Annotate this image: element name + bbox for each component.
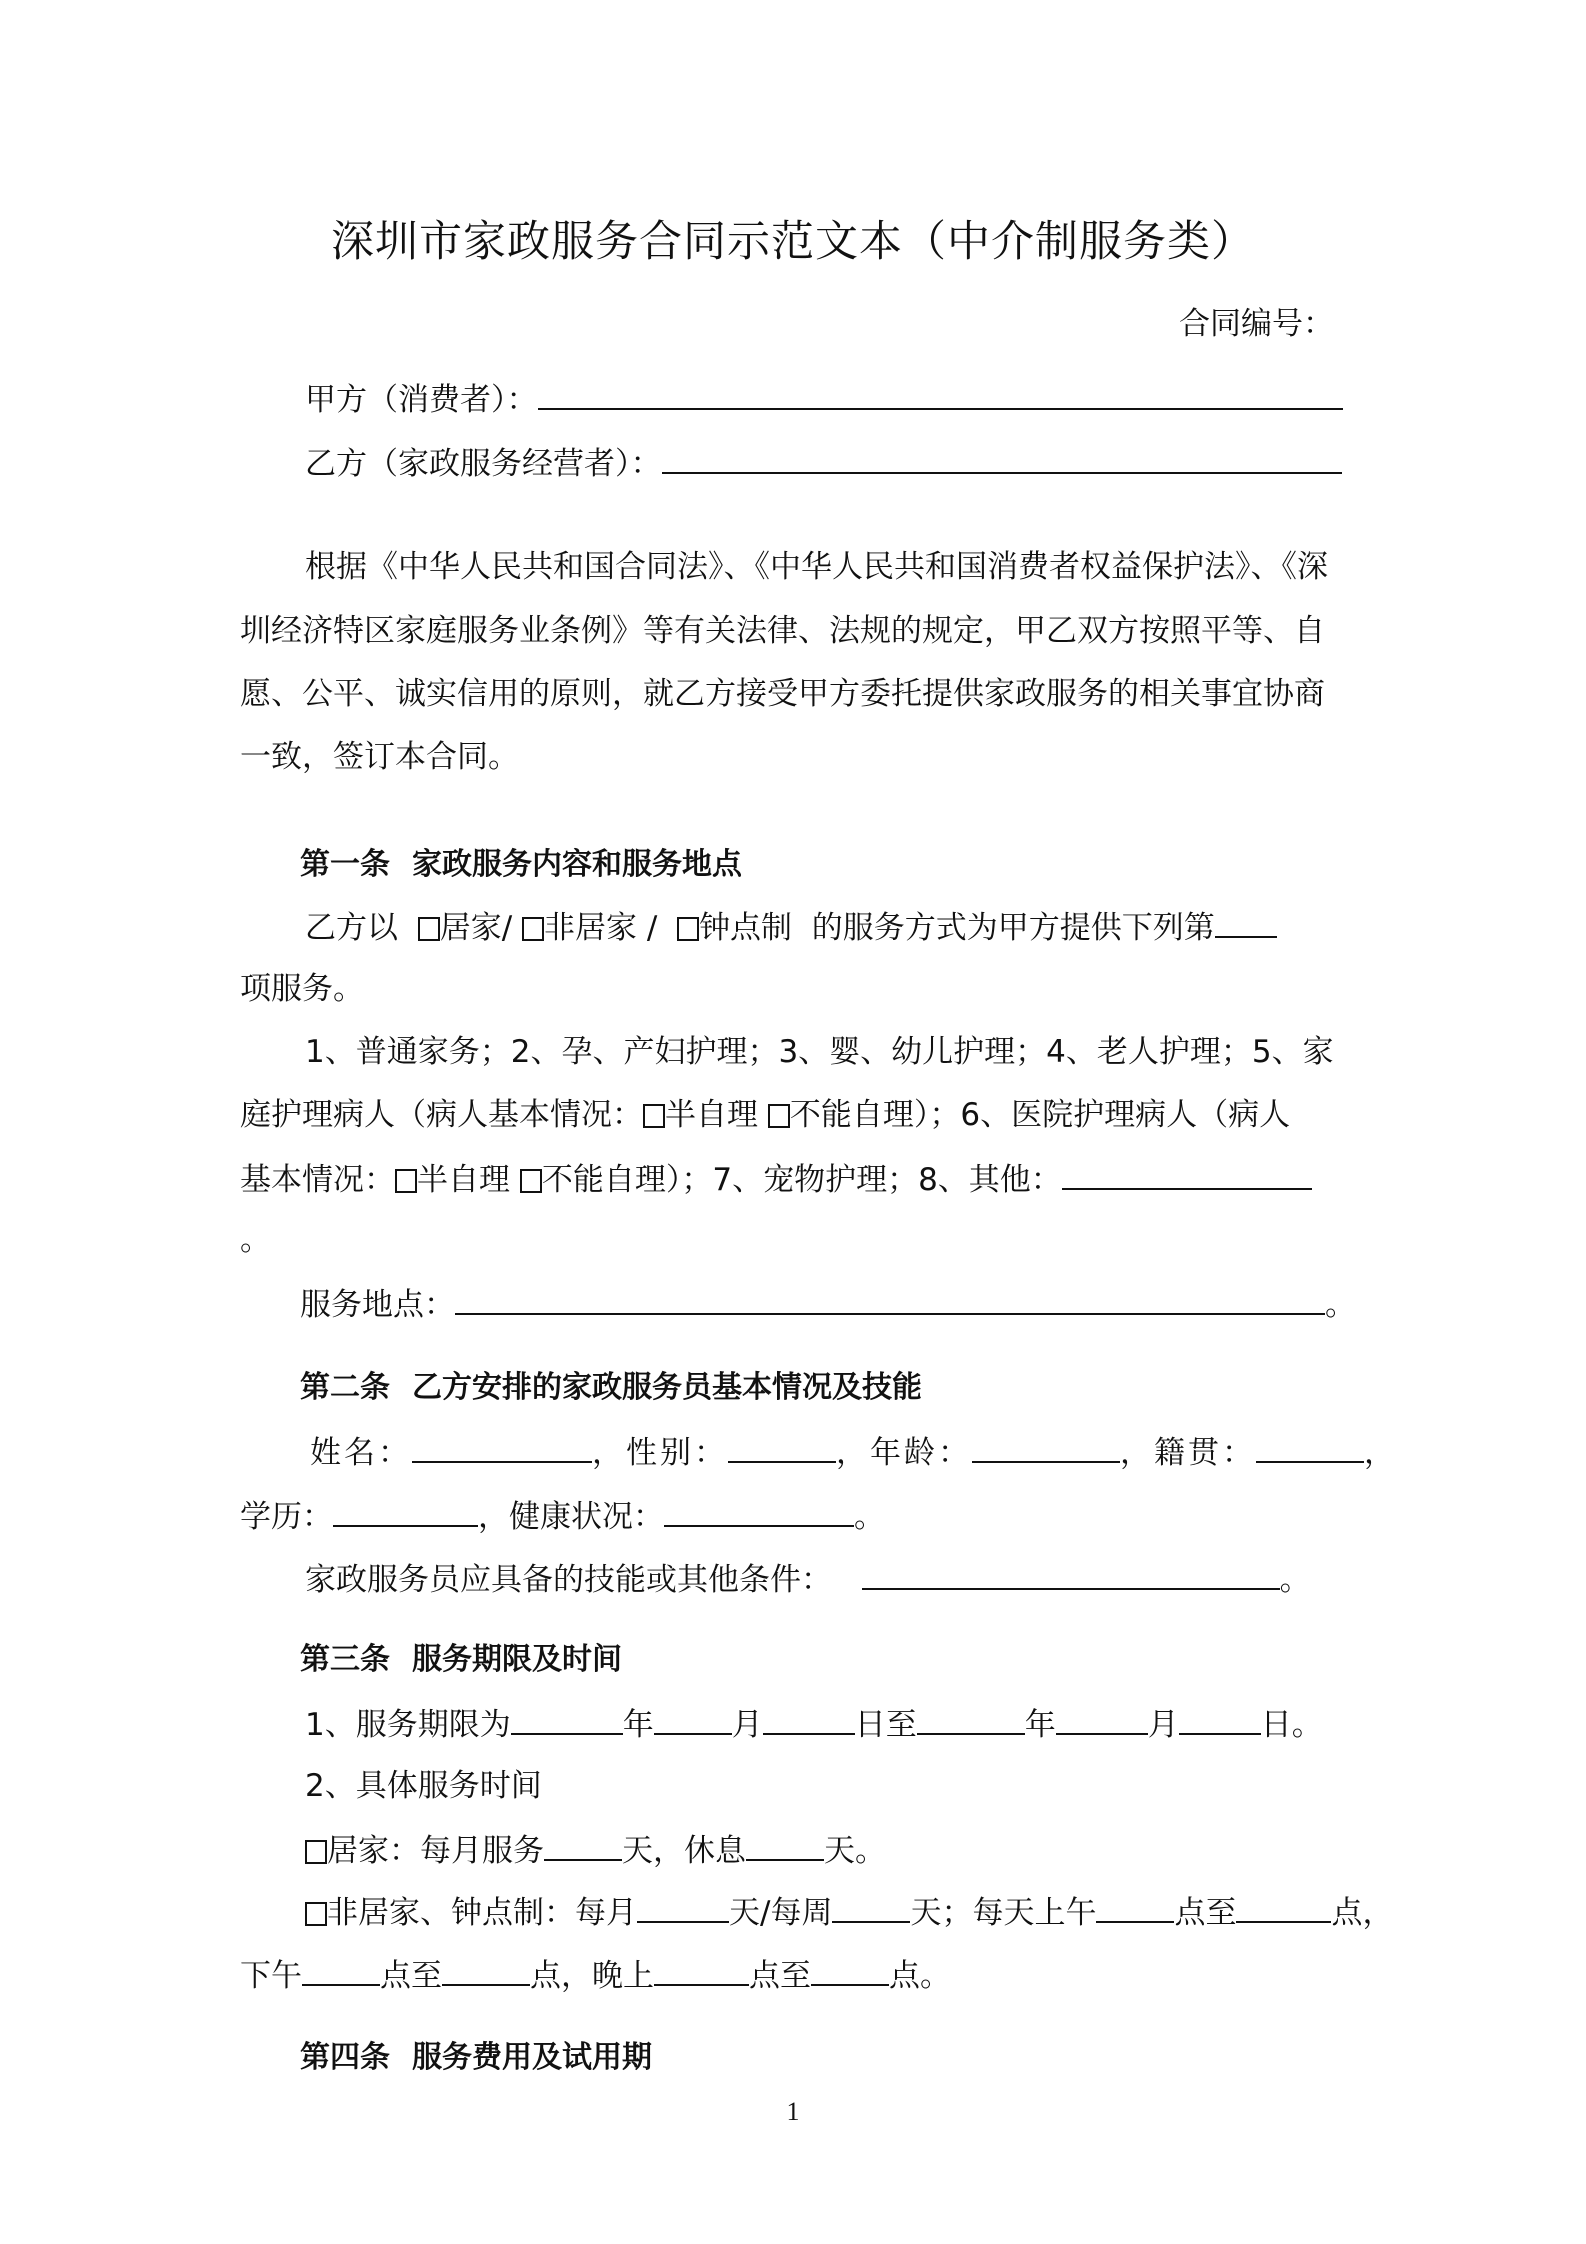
no-self-label-2: 不能自理	[541, 1162, 666, 1198]
name-blank[interactable]	[412, 1433, 592, 1463]
service-mode-prefix: 乙方以	[305, 910, 398, 946]
half-self-label: 半自理	[665, 1097, 758, 1133]
afternoon-end-blank[interactable]	[442, 1956, 530, 1986]
health-label: ，健康状况：	[478, 1499, 664, 1535]
party-b-line	[305, 444, 1342, 483]
term-label: 1、服务期限为	[305, 1707, 511, 1743]
name-label: 姓名：	[310, 1435, 412, 1471]
party-b-blank	[662, 444, 1342, 474]
home-patient-label: 庭护理病人（病人基本情况：	[240, 1097, 643, 1133]
start-month-blank[interactable]	[654, 1705, 732, 1735]
skills-period: 。	[1279, 1562, 1311, 1598]
half-self-label-2: 半自理	[417, 1162, 510, 1198]
location-label: 服务地点：	[300, 1287, 455, 1323]
evening-start-blank[interactable]	[654, 1956, 749, 1986]
skills-blank[interactable]	[862, 1560, 1280, 1590]
article-4-heading	[300, 2040, 652, 2076]
service-items-line	[240, 1097, 1290, 1134]
article-2-heading	[300, 1370, 922, 1406]
end-day-blank[interactable]	[1179, 1705, 1261, 1735]
home-rest-blank[interactable]	[746, 1831, 824, 1861]
article-3-title: 服务期限及时间	[412, 1642, 622, 1677]
preamble-line: 圳经济特区家庭服务业条例》等有关法律、法规的规定，甲乙双方按照平等、自	[240, 613, 1325, 649]
home-end-label: 天。	[824, 1833, 886, 1869]
education-label: 学历：	[240, 1499, 333, 1535]
preamble-line: 一致，签订本合同。	[240, 739, 519, 775]
other-items-blank[interactable]	[1062, 1160, 1312, 1190]
no-self-checkbox[interactable]	[768, 1104, 790, 1128]
afternoon-to-label: 点至	[380, 1958, 442, 1994]
service-time-subheading: 2、具体服务时间	[305, 1768, 542, 1804]
document-title: 深圳市家政服务合同示范文本（中介制服务类）	[331, 217, 1255, 267]
half-self-checkbox[interactable]	[643, 1104, 665, 1128]
evening-end-label: 点。	[889, 1958, 951, 1994]
term-line	[305, 1705, 1323, 1744]
start-year-blank[interactable]	[511, 1705, 623, 1735]
page-number: 1	[786, 2097, 800, 2126]
home-schedule-checkbox[interactable]	[305, 1840, 327, 1864]
per-day-label: 天；每天上午	[910, 1895, 1097, 1931]
party-b-label: 乙方（家政服务经营者）：	[305, 446, 662, 482]
home-days-blank[interactable]	[544, 1831, 622, 1861]
year-label-2: 年	[1024, 1707, 1056, 1743]
party-a-label: 甲方（消费者）：	[305, 382, 538, 418]
day-to-label: 日至	[854, 1707, 917, 1743]
nonhome-schedule-checkbox[interactable]	[305, 1902, 327, 1926]
patient-condition-label: 基本情况：	[240, 1162, 395, 1198]
origin-label: ，籍贯：	[1120, 1435, 1256, 1471]
evening-end-blank[interactable]	[811, 1956, 889, 1986]
party-a-blank	[538, 380, 1343, 410]
monthly-days-blank[interactable]	[637, 1893, 729, 1923]
article-2-title: 乙方安排的家政服务员基本情况及技能	[412, 1370, 922, 1405]
half-self-checkbox-2[interactable]	[395, 1169, 417, 1193]
location-line	[300, 1285, 1356, 1324]
evening-to-label: 点至	[749, 1958, 811, 1994]
worker-info-line-2	[240, 1497, 885, 1536]
service-item-blank[interactable]	[1215, 908, 1277, 938]
article-3-heading	[300, 1642, 622, 1678]
month-label-2: 月	[1147, 1707, 1179, 1743]
weekly-days-blank[interactable]	[832, 1893, 910, 1923]
end-year-blank[interactable]	[917, 1705, 1025, 1735]
article-1-heading	[300, 847, 742, 883]
afternoon-label: 下午	[240, 1958, 302, 1994]
start-day-blank[interactable]	[763, 1705, 855, 1735]
preamble-line: 愿、公平、诚实信用的原则，就乙方接受甲方委托提供家政服务的相关事宜协商	[240, 676, 1325, 712]
other-items-label: ）；7、宠物护理；8、其他：	[665, 1162, 1062, 1198]
home-schedule-label: 居家：每月服务	[327, 1833, 544, 1869]
health-blank[interactable]	[664, 1497, 854, 1527]
article-4-title: 服务费用及试用期	[412, 2040, 652, 2075]
skills-line	[305, 1560, 1311, 1599]
end-month-blank[interactable]	[1056, 1705, 1148, 1735]
year-label: 年	[622, 1707, 654, 1743]
month-label: 月	[731, 1707, 763, 1743]
location-period: 。	[1325, 1287, 1356, 1323]
morning-end-blank[interactable]	[1236, 1893, 1331, 1923]
gender-blank[interactable]	[728, 1433, 836, 1463]
article-2-number: 第二条	[300, 1370, 390, 1405]
article-3-number: 第三条	[300, 1642, 390, 1677]
article-1-title: 家政服务内容和服务地点	[412, 847, 742, 882]
hourly-option-label: 钟点制	[699, 910, 793, 946]
article-1-number: 第一条	[300, 847, 390, 882]
afternoon-evening-line	[240, 1956, 951, 1995]
no-self-checkbox-2[interactable]	[520, 1169, 542, 1193]
gender-label: ，性别：	[592, 1435, 728, 1471]
service-mode-suffix: 的服务方式为甲方提供下列第	[811, 910, 1215, 946]
afternoon-start-blank[interactable]	[302, 1956, 380, 1986]
worker-info-line	[310, 1433, 1398, 1472]
home-schedule-line	[305, 1831, 886, 1870]
origin-blank[interactable]	[1256, 1433, 1364, 1463]
nonhome-schedule-label: 非居家、钟点制：每月	[327, 1895, 637, 1931]
no-self-label: 不能自理	[789, 1097, 914, 1133]
contract-number-label: 合同编号：	[1179, 306, 1334, 342]
article-4-number: 第四条	[300, 2040, 390, 2075]
morning-end-label: 点，	[1331, 1895, 1394, 1931]
hourly-checkbox[interactable]	[677, 917, 699, 941]
period-mark: 。	[240, 1222, 271, 1258]
service-mode-line-end: 项服务。	[240, 971, 364, 1007]
party-a-line	[305, 380, 1343, 419]
health-period: 。	[854, 1499, 885, 1535]
home-rest-label: 天，休息	[622, 1833, 746, 1869]
nonhome-option-label: 非居家 /	[544, 910, 658, 946]
age-label: ，年龄：	[836, 1435, 972, 1471]
evening-label: 点，晚上	[530, 1958, 654, 1994]
skills-label: 家政服务员应具备的技能或其他条件：	[305, 1562, 832, 1598]
hospital-patient-label: ）；6、医院护理病人（病人	[913, 1097, 1291, 1133]
service-items-line: 1、普通家务；2、孕、产妇护理；3、婴、幼儿护理；4、老人护理；5、家	[305, 1034, 1334, 1070]
education-blank[interactable]	[333, 1497, 478, 1527]
service-items-line	[240, 1160, 1312, 1199]
location-blank[interactable]	[455, 1285, 1325, 1315]
morning-to-label: 点至	[1174, 1895, 1237, 1931]
morning-start-blank[interactable]	[1096, 1893, 1174, 1923]
nonhome-schedule-line	[305, 1893, 1393, 1932]
nonhome-checkbox[interactable]	[522, 917, 544, 941]
home-option-label: 居家/	[439, 910, 513, 946]
per-week-label: 天/每周	[729, 1895, 833, 1931]
service-mode-line	[305, 908, 1277, 947]
home-checkbox[interactable]	[418, 917, 440, 941]
day-end-label: 日。	[1260, 1707, 1323, 1743]
origin-comma: ，	[1364, 1435, 1398, 1471]
age-blank[interactable]	[972, 1433, 1120, 1463]
preamble-line: 根据《中华人民共和国合同法》、《中华人民共和国消费者权益保护法》、《深	[305, 549, 1328, 585]
